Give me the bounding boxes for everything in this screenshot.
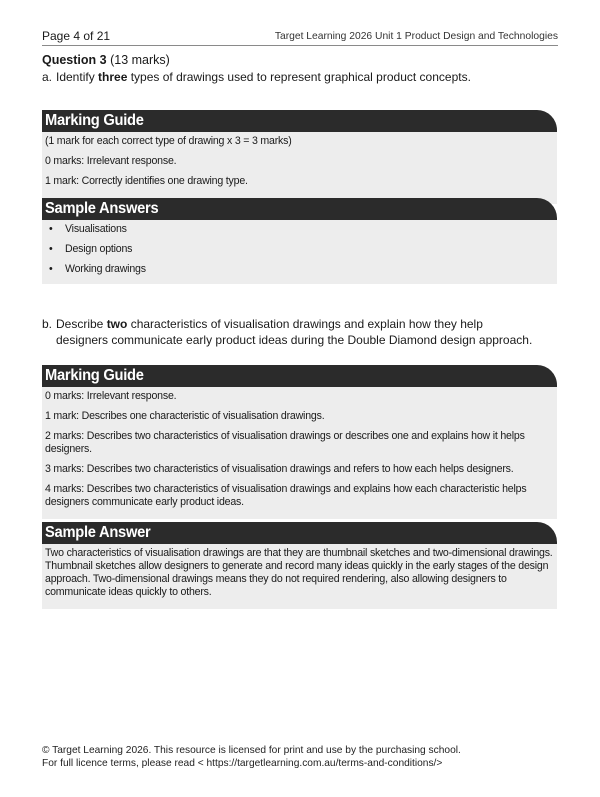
page-number: Page 4 of 21 (42, 29, 111, 43)
list-item (45, 243, 554, 256)
section-body (42, 544, 557, 609)
part-label: b. (42, 317, 53, 331)
marking-guide-a (42, 110, 557, 204)
answer-list (45, 223, 554, 276)
bullet-icon: • (49, 223, 53, 235)
question-title (42, 53, 170, 67)
part-text: types of drawings used to represent graphical product concepts. (127, 70, 471, 84)
emphasis: two (106, 317, 128, 331)
sample-answer-b (42, 522, 557, 609)
part-text: Describe (56, 317, 107, 331)
guide-line: 4 marks: Describes two characteristics of visualisation drawings and explains how each characteristic helps designers communicate early product ideas. (45, 483, 527, 508)
section-heading (42, 110, 557, 132)
question-number: Question 3 (42, 53, 107, 67)
part-text: characteristics of visualisation drawings and explain how they help (127, 317, 483, 331)
heading-text: Marking Guide (45, 367, 144, 384)
document-title: Target Learning 2026 Unit 1 Product Design and Technologies (274, 31, 558, 42)
item-text: Visualisations (65, 223, 127, 235)
item-text: Design options (65, 243, 133, 255)
question-part-b (42, 317, 532, 348)
guide-line: 0 marks: Irrelevant response. (45, 155, 177, 167)
bullet-icon: • (49, 263, 53, 275)
guide-line: 2 marks: Describes two characteristics of visualisation drawings or describes one and explains how it helps designers. (45, 430, 525, 455)
answer-text: Two characteristics of visualisation drawings are that they are thumbnail sketches and two-dimensional drawings. Thumbnail sketches allow designers to generate and record many ideas quickly in the early stages of the design approach. Two-dimensional drawings means they do not required rendering, also allowing designers to communicate ideas quickly to others. (45, 547, 553, 598)
emphasis: three (98, 70, 128, 84)
section-heading (42, 365, 557, 387)
section-heading (42, 198, 557, 220)
heading-text: Sample Answer (45, 524, 151, 541)
marking-guide-b (42, 365, 557, 519)
section-heading (42, 522, 557, 544)
part-text: Identify (56, 70, 99, 84)
section-body (42, 132, 557, 204)
part-text: designers communicate early product ideas during the Double Diamond design approach. (56, 332, 533, 347)
licence-notice: For full licence terms, please read < https://targetlearning.com.au/terms-and-conditions/> (42, 757, 443, 769)
guide-line: 0 marks: Irrelevant response. (45, 390, 177, 402)
guide-line: (1 mark for each correct type of drawing x 3 = 3 marks) (45, 135, 292, 147)
list-item (45, 223, 554, 236)
page-footer (42, 745, 461, 770)
copyright-notice: © Target Learning 2026. This resource is licensed for print and use by the purchasing school. (42, 745, 461, 756)
heading-text: Sample Answers (45, 200, 159, 217)
bullet-icon: • (49, 243, 53, 255)
question-marks: (13 marks) (110, 53, 170, 67)
item-text: Working drawings (65, 263, 146, 275)
section-body (42, 387, 557, 519)
sample-answers-a (42, 198, 557, 284)
guide-line: 3 marks: Describes two characteristics of visualisation drawings and refers to how each helps designers. (45, 463, 514, 475)
section-body (42, 220, 557, 284)
part-label: a. (42, 70, 53, 84)
question-part-a (42, 70, 471, 86)
heading-text: Marking Guide (45, 112, 144, 129)
page-header (42, 29, 558, 46)
guide-line: 1 mark: Correctly identifies one drawing type. (45, 175, 248, 187)
guide-line: 1 mark: Describes one characteristic of visualisation drawings. (45, 410, 325, 422)
list-item (45, 263, 554, 276)
